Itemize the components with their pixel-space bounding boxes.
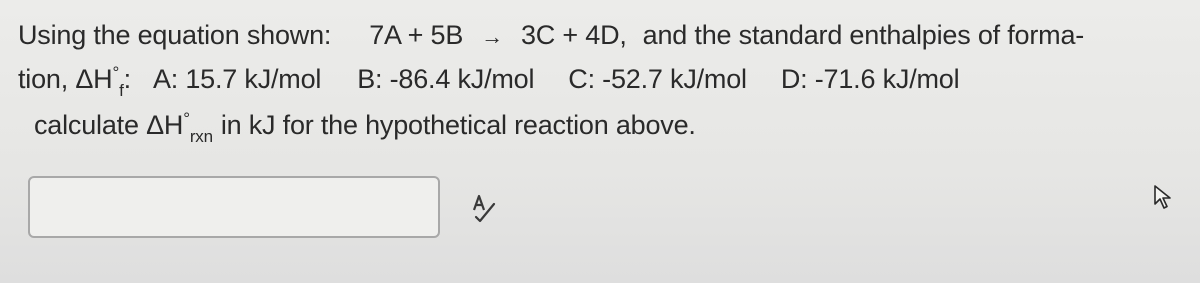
enthalpy-symbol: tion, ΔH (18, 64, 113, 94)
enthalpy-a: A: 15.7 kJ/mol (152, 64, 322, 94)
mouse-pointer-icon (1152, 184, 1174, 210)
degree-symbol: ° (112, 63, 120, 82)
question-line-2 (18, 58, 1188, 104)
question-line-1 (18, 14, 1188, 58)
question-intro-tail: and the standard enthalpies of forma- (642, 20, 1085, 50)
rxn-subscript: rxn (189, 127, 213, 146)
calculate-prefix: calculate ΔH (34, 110, 184, 140)
formation-subscript: f (119, 81, 124, 100)
question-line-3 (18, 104, 1188, 150)
enthalpy-b: B: -86.4 kJ/mol (357, 64, 535, 94)
reaction-arrow: → (481, 24, 503, 49)
calculate-suffix: in kJ for the hypothetical reaction above. (220, 110, 696, 140)
equation-products: 3C + 4D, (520, 20, 627, 50)
equation-reactants: 7A + 5B (369, 20, 464, 50)
spell-check-icon[interactable] (468, 190, 498, 224)
enthalpy-d: D: -71.6 kJ/mol (780, 64, 960, 94)
degree-symbol-rxn: ° (183, 109, 190, 128)
enthalpy-c: C: -52.7 kJ/mol (568, 64, 747, 94)
question-text (18, 14, 1188, 150)
question-intro: Using the equation shown: (18, 20, 332, 50)
enthalpy-colon: : (123, 64, 131, 94)
answer-input[interactable] (28, 176, 440, 238)
